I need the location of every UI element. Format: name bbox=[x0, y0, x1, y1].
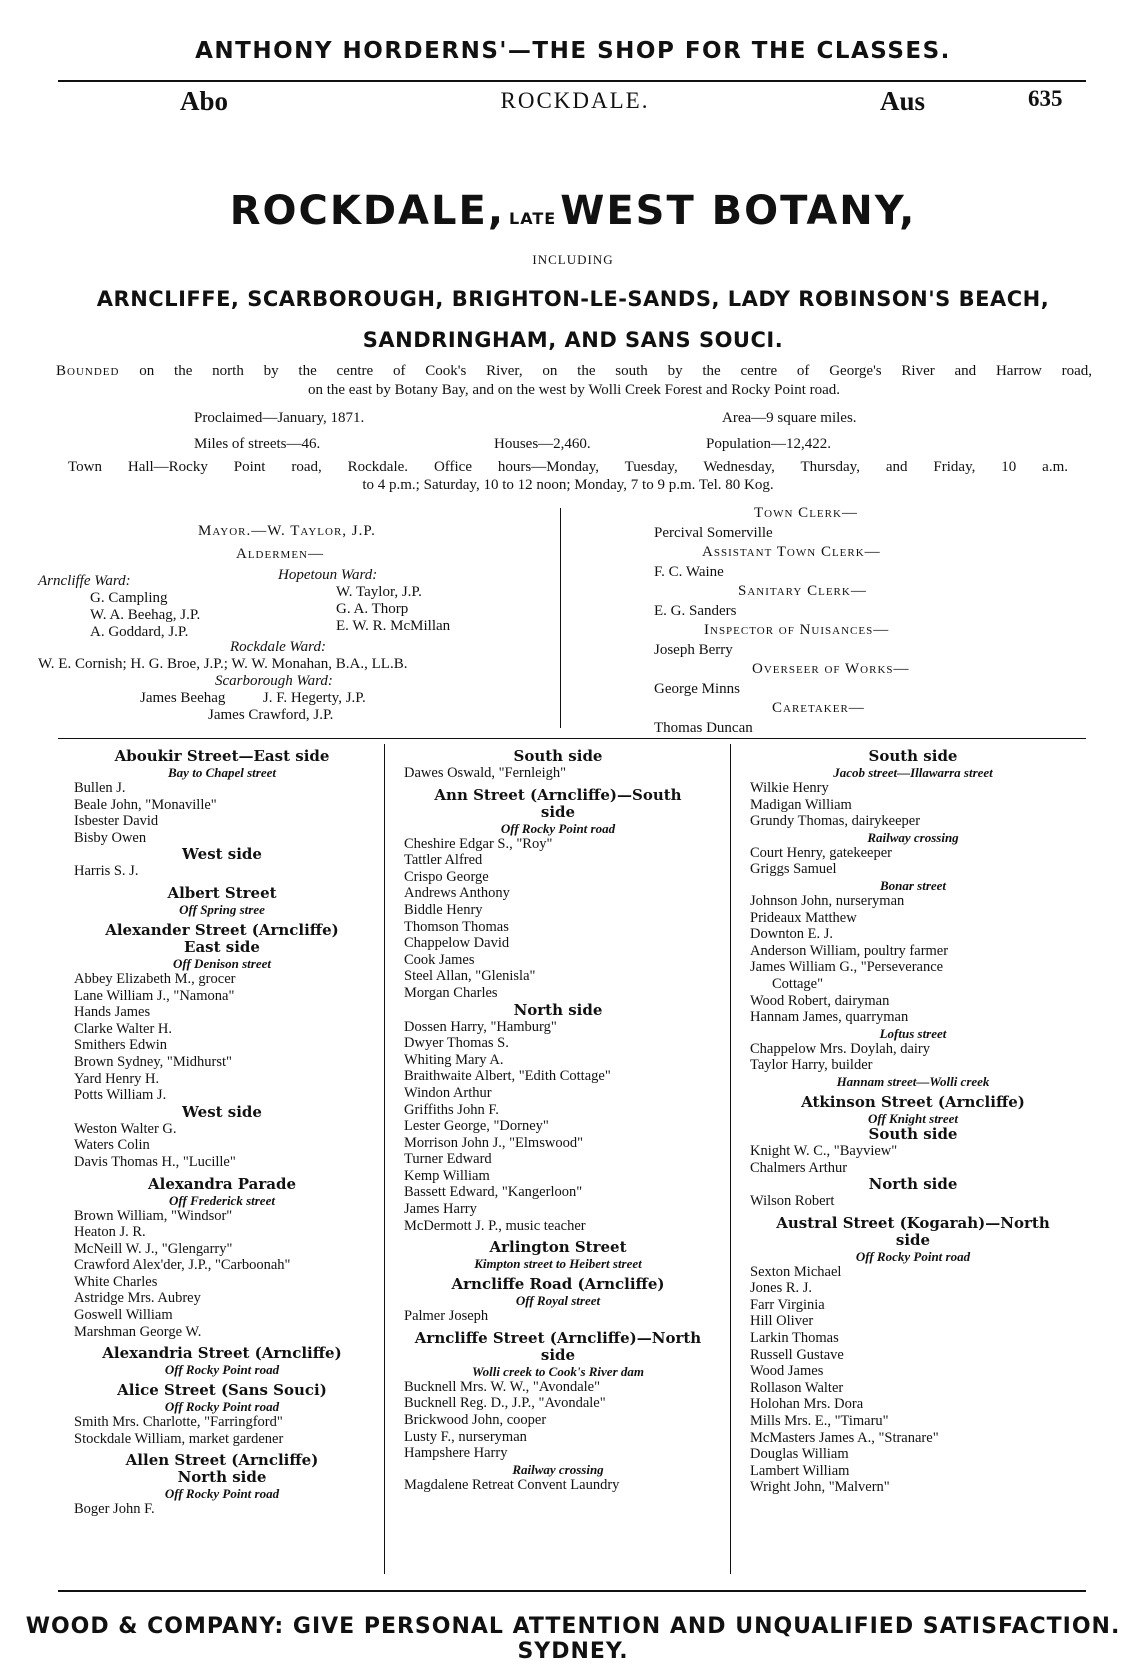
running-head-center: ROCKDALE. bbox=[500, 88, 650, 113]
street-range: Railway crossing bbox=[512, 1461, 604, 1477]
section-rule bbox=[58, 738, 1086, 739]
officer-role: Sanitary Clerk— bbox=[738, 583, 867, 599]
resident-entry: Johnson John, nurseryman bbox=[750, 892, 905, 909]
resident-entry: Cook James bbox=[404, 951, 475, 968]
houses: Houses—2,460. bbox=[494, 436, 591, 452]
resident-entry: Hill Oliver bbox=[750, 1313, 814, 1330]
resident-entry: Abbey Elizabeth M., grocer bbox=[74, 970, 236, 987]
town-hall-line-2: to 4 p.m.; Saturday, 10 to 12 noon; Monday, 7 to 9 p.m. Tel. 80 Kog. bbox=[362, 477, 774, 493]
street-range: Off Denison street bbox=[173, 955, 271, 971]
footer-rule bbox=[58, 1590, 1086, 1592]
resident-entry: Brown William, "Windsor" bbox=[74, 1207, 233, 1224]
street-heading: Allen Street (Arncliffe) bbox=[125, 1451, 319, 1470]
resident-entry: Chappelow Mrs. Doylah, dairy bbox=[750, 1040, 931, 1057]
street-range: Wolli creek to Cook's River dam bbox=[472, 1363, 644, 1379]
officer-name: F. C. Waine bbox=[654, 563, 724, 580]
street-range: Off Rocky Point road bbox=[164, 1362, 280, 1378]
resident-entry: Farr Virginia bbox=[750, 1296, 825, 1313]
street-range: Off Rocky Point road bbox=[500, 820, 616, 836]
resident-entry: Dwyer Thomas S. bbox=[404, 1035, 509, 1052]
street-heading: Atkinson Street (Arncliffe) bbox=[801, 1092, 1025, 1111]
resident-entry: Crispo George bbox=[404, 868, 489, 885]
officer-role: Assistant Town Clerk— bbox=[702, 544, 881, 560]
street-heading: side bbox=[895, 1230, 931, 1249]
resident-entry: Wilkie Henry bbox=[750, 780, 829, 796]
resident-entry: Isbester David bbox=[74, 813, 159, 830]
officer-role: Overseer of Works— bbox=[752, 661, 910, 677]
resident-entry: Waters Colin bbox=[74, 1137, 150, 1154]
street-heading: Austral Street (Kogarah)—North bbox=[776, 1213, 1050, 1232]
street-range: Bay to Chapel street bbox=[168, 765, 276, 780]
hopetoun-member: W. Taylor, J.P. bbox=[336, 584, 422, 600]
resident-entry: Morrison John J., "Elmswood" bbox=[404, 1134, 583, 1151]
scarborough-ward-line-2: James Crawford, J.P. bbox=[208, 707, 334, 723]
officer-role: Inspector of Nuisances— bbox=[704, 622, 890, 638]
street-heading: Alexander Street (Arncliffe) bbox=[105, 920, 339, 939]
street-heading: Ann Street (Arncliffe)—South bbox=[434, 785, 682, 804]
resident-entry: Yard Henry H. bbox=[74, 1070, 160, 1087]
resident-entry: Smith Mrs. Charlotte, "Farringford" bbox=[74, 1414, 283, 1431]
officer-role: Town Clerk— bbox=[754, 505, 858, 521]
resident-entry: Weston Walter G. bbox=[74, 1120, 177, 1137]
header-rule bbox=[58, 80, 1086, 82]
running-head-right: Aus bbox=[880, 86, 926, 116]
resident-entry: Anderson William, poultry farmer bbox=[750, 942, 949, 959]
title-west-botany: WEST BOTANY, bbox=[560, 188, 917, 234]
resident-entry: Bullen J. bbox=[74, 780, 126, 796]
rockdale-ward-heading: Rockdale Ward: bbox=[230, 639, 326, 655]
street-range: Off Rocky Point road bbox=[855, 1248, 971, 1264]
resident-entry: Whiting Mary A. bbox=[404, 1051, 504, 1068]
resident-entry: Lusty F., nurseryman bbox=[404, 1428, 527, 1445]
arncliffe-member: W. A. Beehag, J.P. bbox=[90, 607, 201, 623]
street-range: Bonar street bbox=[879, 877, 947, 893]
resident-entry: Wright John, "Malvern" bbox=[750, 1479, 890, 1496]
resident-entry: Davis Thomas H., "Lucille" bbox=[74, 1153, 236, 1170]
boundaries bbox=[56, 362, 1092, 400]
resident-entry: Griffiths John F. bbox=[404, 1101, 499, 1118]
street-heading: North side bbox=[513, 1000, 603, 1019]
officer-name: Thomas Duncan bbox=[654, 719, 753, 736]
street-heading: Aboukir Street—East side bbox=[114, 747, 330, 765]
resident-entry: Hands James bbox=[74, 1004, 151, 1021]
resident-entry: Brickwood John, cooper bbox=[404, 1412, 547, 1429]
resident-entry: Larkin Thomas bbox=[750, 1330, 839, 1347]
resident-entry: McDermott J. P., music teacher bbox=[404, 1217, 586, 1234]
resident-entry: Knight W. C., "Bayview" bbox=[750, 1142, 898, 1159]
officer-name: Joseph Berry bbox=[654, 641, 733, 658]
resident-entry: Russell Gustave bbox=[750, 1346, 844, 1363]
area: Area—9 square miles. bbox=[722, 410, 857, 426]
resident-entry: Heaton J. R. bbox=[74, 1224, 146, 1241]
resident-entry: Magdalene Retreat Convent Laundry bbox=[404, 1476, 620, 1493]
resident-entry: Smithers Edwin bbox=[74, 1037, 168, 1054]
resident-entry: Astridge Mrs. Aubrey bbox=[74, 1290, 201, 1307]
arncliffe-ward-members bbox=[86, 590, 200, 641]
resident-entry: Palmer Joseph bbox=[404, 1308, 489, 1325]
resident-entry: Goswell William bbox=[74, 1307, 173, 1324]
page-number: 635 bbox=[1028, 86, 1063, 111]
resident-entry: Brown Sydney, "Midhurst" bbox=[74, 1053, 232, 1070]
resident-entry: Marshman George W. bbox=[74, 1323, 202, 1340]
resident-entry: Rollason Walter bbox=[750, 1379, 844, 1396]
resident-entry: Grundy Thomas, dairykeeper bbox=[750, 813, 921, 830]
directory-column-1 bbox=[62, 748, 382, 1518]
resident-entry: Court Henry, gatekeeper bbox=[750, 844, 892, 861]
resident-entry: Stockdale William, market gardener bbox=[74, 1430, 284, 1447]
officer-name: Percival Somerville bbox=[654, 524, 773, 541]
town-hall bbox=[68, 458, 1068, 494]
resident-entry: Wood Robert, dairyman bbox=[750, 992, 890, 1009]
resident-entry: Cheshire Edgar S., "Roy" bbox=[404, 835, 553, 852]
street-range: Hannam street—Wolli creek bbox=[836, 1073, 990, 1089]
bounded-line-2: on the east by Botany Bay, and on the west by Wolli Creek Forest and Rocky Point road. bbox=[307, 382, 841, 398]
resident-entry: Boger John F. bbox=[74, 1501, 155, 1518]
scarborough-ward-heading: Scarborough Ward: bbox=[215, 673, 333, 689]
resident-entry: Dossen Harry, "Hamburg" bbox=[404, 1018, 557, 1035]
rockdale-ward-members: W. E. Cornish; H. G. Broe, J.P.; W. W. Monahan, B.A., LL.B. bbox=[38, 656, 408, 672]
resident-entry: Crawford Alex'der, J.P., "Carboonah" bbox=[74, 1257, 291, 1274]
page-title bbox=[0, 188, 1146, 234]
bottom-advert: WOOD & COMPANY: GIVE PERSONAL ATTENTION AND UNQUALIFIED SATISFACTION. SYDNEY. bbox=[25, 1614, 1121, 1664]
resident-entry: Lester George, "Dorney" bbox=[404, 1118, 549, 1135]
resident-entry: Griggs Samuel bbox=[750, 861, 837, 878]
resident-entry: Downton E. J. bbox=[750, 926, 833, 943]
resident-entry: Bassett Edward, "Kangerloon" bbox=[404, 1184, 583, 1201]
population: Population—12,422. bbox=[706, 436, 832, 452]
resident-entry: Mills Mrs. E., "Timaru" bbox=[750, 1413, 889, 1430]
resident-entry: James Harry bbox=[404, 1201, 477, 1218]
officer-name: George Minns bbox=[654, 680, 740, 697]
resident-entry: Steel Allan, "Glenisla" bbox=[404, 968, 536, 985]
resident-entry: Hannam James, quarryman bbox=[750, 1009, 909, 1026]
resident-entry: Lambert William bbox=[750, 1462, 850, 1479]
street-heading: side bbox=[540, 1345, 576, 1364]
resident-entry: Potts William J. bbox=[74, 1087, 167, 1104]
top-advert: ANTHONY HORDERNS'—THE SHOP FOR THE CLASSES. bbox=[195, 38, 951, 64]
resident-entry: McMasters James A., "Stranare" bbox=[750, 1429, 939, 1446]
column-divider bbox=[384, 744, 385, 1574]
street-heading: North side bbox=[868, 1175, 958, 1194]
bounded-line-1: on the north by the centre of Cook's River, on the south by the centre of George's River and Harrow road, bbox=[139, 363, 1092, 379]
street-range: Off Royal street bbox=[515, 1293, 601, 1309]
resident-entry: White Charles bbox=[74, 1273, 158, 1290]
street-heading: Arncliffe Street (Arncliffe)—North bbox=[414, 1328, 702, 1347]
street-range: Off Rocky Point road bbox=[164, 1399, 280, 1415]
resident-entry: Biddle Henry bbox=[404, 901, 483, 918]
street-heading: South side bbox=[868, 1124, 958, 1143]
officer-name: E. G. Sanders bbox=[654, 602, 737, 619]
hopetoun-ward-heading: Hopetoun Ward: bbox=[278, 567, 378, 583]
miles-of-streets: Miles of streets—46. bbox=[194, 436, 321, 452]
title-including: INCLUDING bbox=[532, 252, 614, 267]
directory-column-3 bbox=[738, 748, 1088, 1496]
street-heading: South side bbox=[868, 747, 958, 765]
street-heading: West side bbox=[182, 845, 262, 864]
street-heading: Alexandra Parade bbox=[147, 1174, 297, 1193]
resident-entry: Turner Edward bbox=[404, 1151, 492, 1168]
resident-entry: Holohan Mrs. Dora bbox=[750, 1396, 864, 1413]
directory-column-2 bbox=[392, 748, 724, 1493]
hopetoun-member: E. W. R. McMillan bbox=[336, 618, 451, 634]
running-head-left: Abo bbox=[180, 86, 229, 116]
street-range: Loftus street bbox=[879, 1025, 947, 1041]
hopetoun-member: G. A. Thorp bbox=[336, 601, 409, 617]
resident-entry: Braithwaite Albert, "Edith Cottage" bbox=[404, 1068, 611, 1085]
hopetoun-ward-members bbox=[336, 584, 450, 635]
street-range: Off Frederick street bbox=[169, 1192, 275, 1208]
street-range: Off Spring stree bbox=[179, 901, 265, 917]
street-heading: South side bbox=[513, 747, 603, 765]
street-range: Kimpton street to Heibert street bbox=[474, 1256, 642, 1272]
column-divider bbox=[730, 744, 731, 1574]
council-officers bbox=[654, 504, 1074, 738]
resident-entry: Jones R. J. bbox=[750, 1280, 813, 1297]
street-heading: Arlington Street bbox=[489, 1238, 627, 1257]
title-suburbs-2: SANDRINGHAM, AND SANS SOUCI. bbox=[362, 328, 784, 352]
resident-entry: Kemp William bbox=[404, 1167, 490, 1184]
resident-entry: Madigan William bbox=[750, 796, 852, 813]
bounded-lead: Bounded bbox=[56, 363, 120, 379]
resident-entry: Dawes Oswald, "Fernleigh" bbox=[404, 765, 567, 781]
street-heading: North side bbox=[177, 1468, 267, 1487]
title-rockdale: ROCKDALE, bbox=[229, 188, 506, 234]
scarborough-ward-line-1: James Beehag J. F. Hegerty, J.P. bbox=[140, 690, 366, 706]
resident-entry: Taylor Harry, builder bbox=[750, 1057, 873, 1074]
resident-entry: Sexton Michael bbox=[750, 1263, 842, 1280]
town-hall-line-1: Town Hall—Rocky Point road, Rockdale. Office hours—Monday, Tuesday, Wednesday, Thursday, and Friday, 10 a.m. bbox=[68, 459, 1068, 475]
resident-entry: Tattler Alfred bbox=[404, 852, 483, 869]
street-heading: Albert Street bbox=[167, 883, 277, 902]
resident-entry: Cottage" bbox=[772, 975, 824, 992]
arncliffe-member: A. Goddard, J.P. bbox=[90, 624, 189, 640]
resident-entry: Lane William J., "Namona" bbox=[74, 987, 235, 1004]
officer-role: Caretaker— bbox=[772, 700, 865, 716]
resident-entry: Bucknell Reg. D., J.P., "Avondale" bbox=[404, 1395, 606, 1412]
street-range: Off Rocky Point road bbox=[164, 1486, 280, 1502]
street-range: Railway crossing bbox=[867, 829, 959, 845]
resident-entry: Bucknell Mrs. W. W., "Avondale" bbox=[404, 1378, 601, 1395]
resident-entry: Wood James bbox=[750, 1363, 824, 1380]
resident-entry: James William G., "Perseverance bbox=[750, 959, 944, 976]
resident-entry: Morgan Charles bbox=[404, 984, 498, 1001]
resident-entry: Andrews Anthony bbox=[404, 885, 510, 902]
resident-entry: Prideaux Matthew bbox=[750, 909, 857, 926]
street-heading: side bbox=[540, 802, 576, 821]
street-heading: Arncliffe Road (Arncliffe) bbox=[451, 1275, 665, 1294]
aldermen-heading: Aldermen— bbox=[236, 546, 324, 562]
street-heading: East side bbox=[184, 937, 260, 956]
mayor: Mayor.—W. Taylor, J.P. bbox=[198, 523, 376, 539]
resident-entry: Bisby Owen bbox=[74, 829, 147, 846]
resident-entry: Chappelow David bbox=[404, 935, 510, 952]
title-suburbs-1: ARNCLIFFE, SCARBOROUGH, BRIGHTON-LE-SANDS, LADY ROBINSON'S BEACH, bbox=[96, 287, 1050, 311]
arncliffe-ward-heading: Arncliffe Ward: bbox=[38, 573, 131, 589]
street-heading: Alice Street (Sans Souci) bbox=[117, 1381, 327, 1400]
resident-entry: Clarke Walter H. bbox=[74, 1020, 173, 1037]
resident-entry: Beale John, "Monaville" bbox=[74, 796, 217, 813]
resident-entry: Harris S. J. bbox=[74, 863, 139, 880]
resident-entry: Thomson Thomas bbox=[404, 918, 509, 935]
resident-entry: Windon Arthur bbox=[404, 1084, 492, 1101]
council-divider bbox=[560, 508, 561, 728]
resident-entry: Chalmers Arthur bbox=[750, 1159, 848, 1176]
proclaimed: Proclaimed—January, 1871. bbox=[194, 410, 365, 426]
resident-entry: Wilson Robert bbox=[750, 1193, 835, 1210]
street-heading: West side bbox=[182, 1102, 262, 1121]
resident-entry: Hampshere Harry bbox=[404, 1445, 508, 1462]
street-range: Off Knight street bbox=[867, 1110, 959, 1126]
street-range: Jacob street—Illawarra street bbox=[833, 765, 993, 780]
title-late: LATE bbox=[509, 209, 557, 228]
arncliffe-member: G. Campling bbox=[90, 590, 168, 606]
resident-entry: McNeill W. J., "Glengarry" bbox=[74, 1240, 233, 1257]
street-heading: Alexandria Street (Arncliffe) bbox=[102, 1344, 342, 1363]
resident-entry: Douglas William bbox=[750, 1446, 849, 1463]
